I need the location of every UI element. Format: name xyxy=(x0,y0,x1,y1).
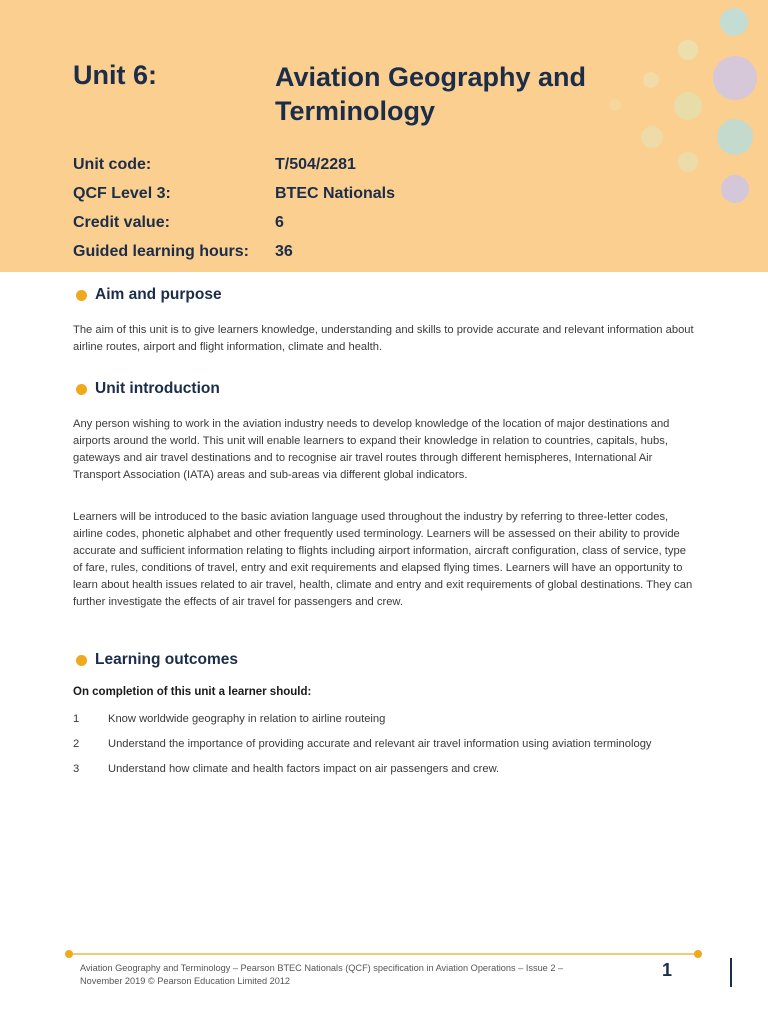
header-banner xyxy=(0,0,768,272)
footer-text: Aviation Geography and Terminology – Pearson BTEC Nationals (QCF) specification in Aviation Operations – Issue 2 – November 2019 © Pearson Education Limited 2012 xyxy=(80,963,564,986)
meta-label: Credit value: xyxy=(73,213,170,231)
page-number-divider xyxy=(730,958,732,987)
meta-row-qcf-level xyxy=(73,179,395,208)
meta-label: QCF Level 3: xyxy=(73,184,171,202)
unit-title: Aviation Geography and Terminology xyxy=(275,62,587,126)
intro-paragraph-1: Any person wishing to work in the aviation industry needs to develop knowledge of the location of major destinations and airports around the world. This unit will enable learners to expand their knowledge in relation to countries, capitals, hubs, gateways and air travel destinations and to recognise air travel routes through different hemispheres, International Air Transport Association (IATA) areas and sub-areas via different global indicators. xyxy=(73,418,670,481)
meta-row-credit-value xyxy=(73,208,395,237)
list-item xyxy=(73,736,693,753)
section-heading-text: Unit introduction xyxy=(95,380,220,397)
meta-row-guided-hours xyxy=(73,237,395,266)
list-item-text: Understand how climate and health factors impact on air passengers and crew. xyxy=(108,763,500,775)
meta-value: 6 xyxy=(275,213,284,231)
unit-meta-table xyxy=(73,150,395,266)
section-heading-intro xyxy=(76,380,220,398)
list-item-number: 3 xyxy=(73,763,80,775)
section-heading-text: Aim and purpose xyxy=(95,286,222,303)
bullet-dot-icon xyxy=(76,290,87,301)
list-item xyxy=(73,761,693,778)
page-number: 1 xyxy=(662,960,673,980)
section-heading-text: Learning outcomes xyxy=(95,651,238,668)
bullet-dot-icon xyxy=(76,655,87,666)
bullet-dot-icon xyxy=(76,384,87,395)
meta-row-unit-code xyxy=(73,150,395,179)
list-item-number: 2 xyxy=(73,738,80,750)
meta-value: BTEC Nationals xyxy=(275,184,396,202)
list-item xyxy=(73,711,693,728)
section-heading-outcomes xyxy=(76,651,238,669)
section-heading-aim xyxy=(76,286,222,304)
meta-value: 36 xyxy=(275,242,293,260)
intro-paragraph-2: Learners will be introduced to the basic aviation language used throughout the industry by referring to three-letter codes, airline codes, phonetic alphabet and other frequently used terminology. Learners will be assessed on their ability to provide accurate and sufficient information relating to flights including airport information, aircraft configuration, class of service, type of fare, rules, conditions of travel, entry and exit requirements and elapsed flying times. Learners will have an opportunity to learn about health issues related to air travel, health, climate and entry and exit requirements of global destinations. They can further investigate the effects of air travel for passengers and crew. xyxy=(73,511,693,608)
list-item-text: Understand the importance of providing accurate and relevant air travel information using aviation terminology xyxy=(108,738,652,750)
list-item-text: Know worldwide geography in relation to airline routeing xyxy=(108,713,386,725)
list-item-number: 1 xyxy=(73,713,80,725)
meta-label: Unit code: xyxy=(73,155,152,173)
footer-rule xyxy=(64,948,704,960)
outcomes-list xyxy=(73,711,693,786)
outcomes-lead: On completion of this unit a learner should: xyxy=(73,686,312,698)
meta-value: T/504/2281 xyxy=(275,155,356,173)
aim-paragraph: The aim of this unit is to give learners knowledge, understanding and skills to provide accurate and relevant information about airline routes, airport and flight information, climate and health. xyxy=(73,324,694,353)
unit-number: Unit 6: xyxy=(73,60,157,90)
meta-label: Guided learning hours: xyxy=(73,242,250,260)
